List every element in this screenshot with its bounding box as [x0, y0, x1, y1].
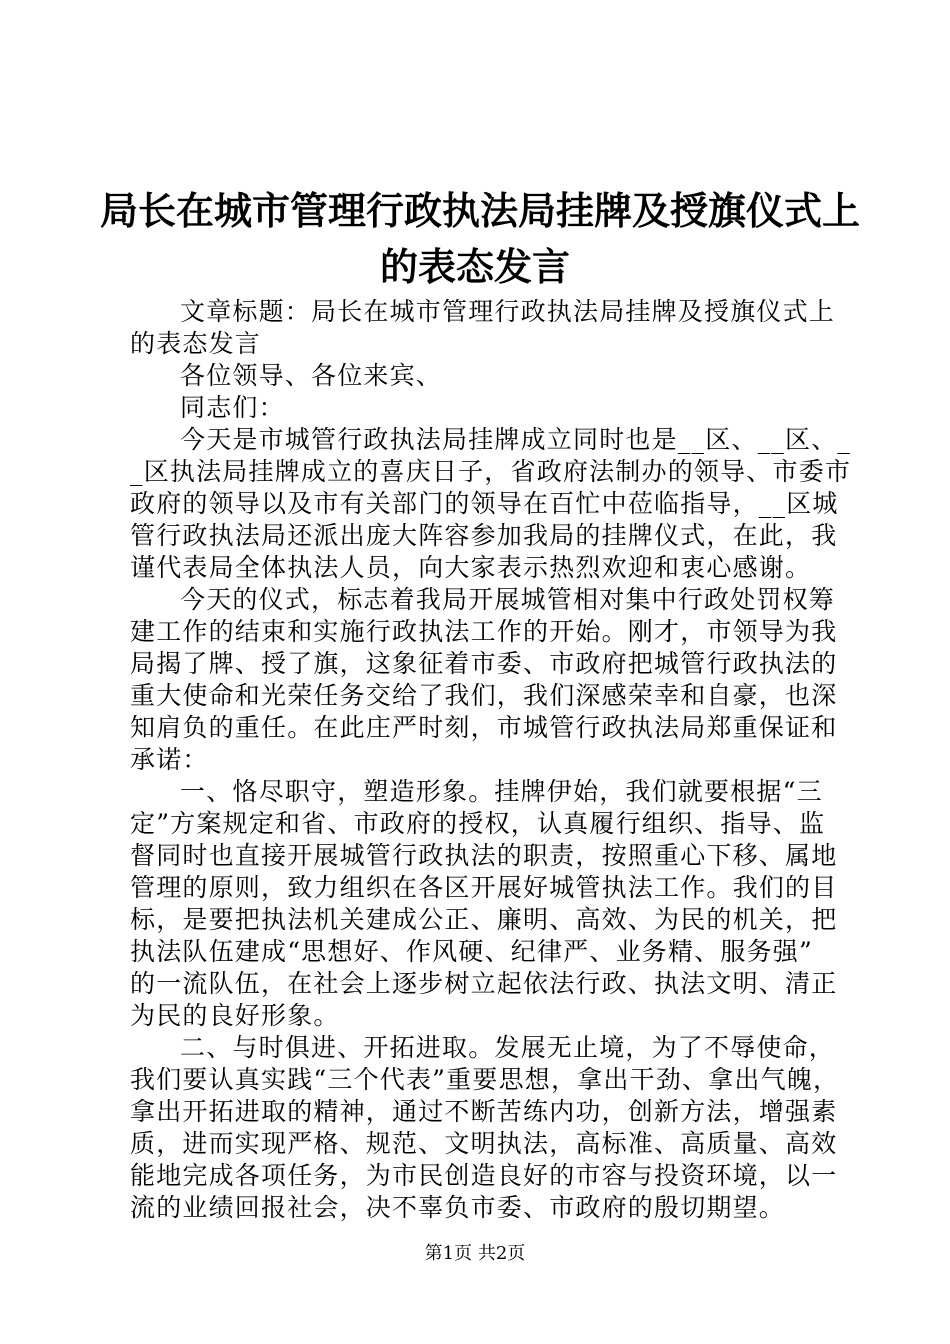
body-line: 各位领导、各位来宾、: [180, 361, 443, 390]
body-line: 同志们：: [180, 393, 285, 422]
body-line: 今天是市城管行政执法局挂牌成立同时也是__区、__区、_: [180, 425, 852, 454]
body-line: 承诺：: [130, 745, 209, 774]
body-line: 文章标题：局长在城市管理行政执法局挂牌及授旗仪式上: [180, 297, 836, 326]
body-line: 我们要认真实践“三个代表”重要思想，拿出干劲、拿出气魄，: [130, 1065, 840, 1094]
body-line: 拿出开拓进取的精神，通过不断苦练内功，创新方法，增强素: [130, 1097, 838, 1126]
body-line: 管理的原则，致力组织在各区开展好城管执法工作。我们的目: [130, 873, 838, 902]
body-line: 质，进而实现严格、规范、文明执法，高标准、高质量、高效: [130, 1129, 838, 1158]
body-line: 督同时也直接开展城管行政执法的职责，按照重心下移、属地: [130, 841, 838, 870]
body-line: 二、与时俱进、开拓进取。发展无止境，为了不辱使命，: [180, 1033, 836, 1062]
document-title-line-2: 的表态发言: [379, 244, 570, 289]
body-line: _区执法局挂牌成立的喜庆日子，省政府法制办的领导、市委市: [130, 457, 852, 486]
body-line: 政府的领导以及市有关部门的领导在百忙中莅临指导，__区城: [130, 489, 839, 518]
body-line: 的表态发言: [130, 329, 262, 358]
page-footer: 第1页 共2页: [424, 1243, 526, 1264]
body-line: 为民的良好形象。: [130, 1001, 340, 1030]
document-title-line-1: 局长在城市管理行政执法局挂牌及授旗仪式上: [100, 188, 861, 233]
body-line: 标，是要把执法机关建成公正、廉明、高效、为民的机关，把: [130, 905, 838, 934]
body-line: 管行政执法局还派出庞大阵容参加我局的挂牌仪式，在此，我: [130, 521, 838, 550]
body-line: 定”方案规定和省、市政府的授权，认真履行组织、指导、监: [130, 809, 826, 838]
body-line: 建工作的结束和实施行政执法工作的开始。刚才，市领导为我: [130, 617, 838, 646]
body-line: 今天的仪式，标志着我局开展城管相对集中行政处罚权筹: [180, 585, 836, 614]
body-line: 谨代表局全体执法人员，向大家表示热烈欢迎和衷心感谢。: [130, 553, 812, 582]
body-line: 的一流队伍，在社会上逐步树立起依法行政、执法文明、清正: [130, 969, 838, 998]
document-body: [130, 296, 852, 1224]
body-line: 知肩负的重任。在此庄严时刻，市城管行政执法局郑重保证和: [130, 713, 838, 742]
body-line: 局揭了牌、授了旗，这象征着市委、市政府把城管行政执法的: [130, 649, 838, 678]
body-line: 执法队伍建成“思想好、作风硬、纪律严、业务精、服务强”: [130, 937, 813, 966]
body-line: 能地完成各项任务，为市民创造良好的市容与投资环境，以一: [130, 1161, 838, 1190]
body-line: 一、恪尽职守，塑造形象。挂牌伊始，我们就要根据“三: [180, 777, 823, 806]
body-line: 重大使命和光荣任务交给了我们，我们深感荣幸和自豪，也深: [130, 681, 838, 710]
body-line: 流的业绩回报社会，决不辜负市委、市政府的殷切期望。: [130, 1193, 786, 1222]
